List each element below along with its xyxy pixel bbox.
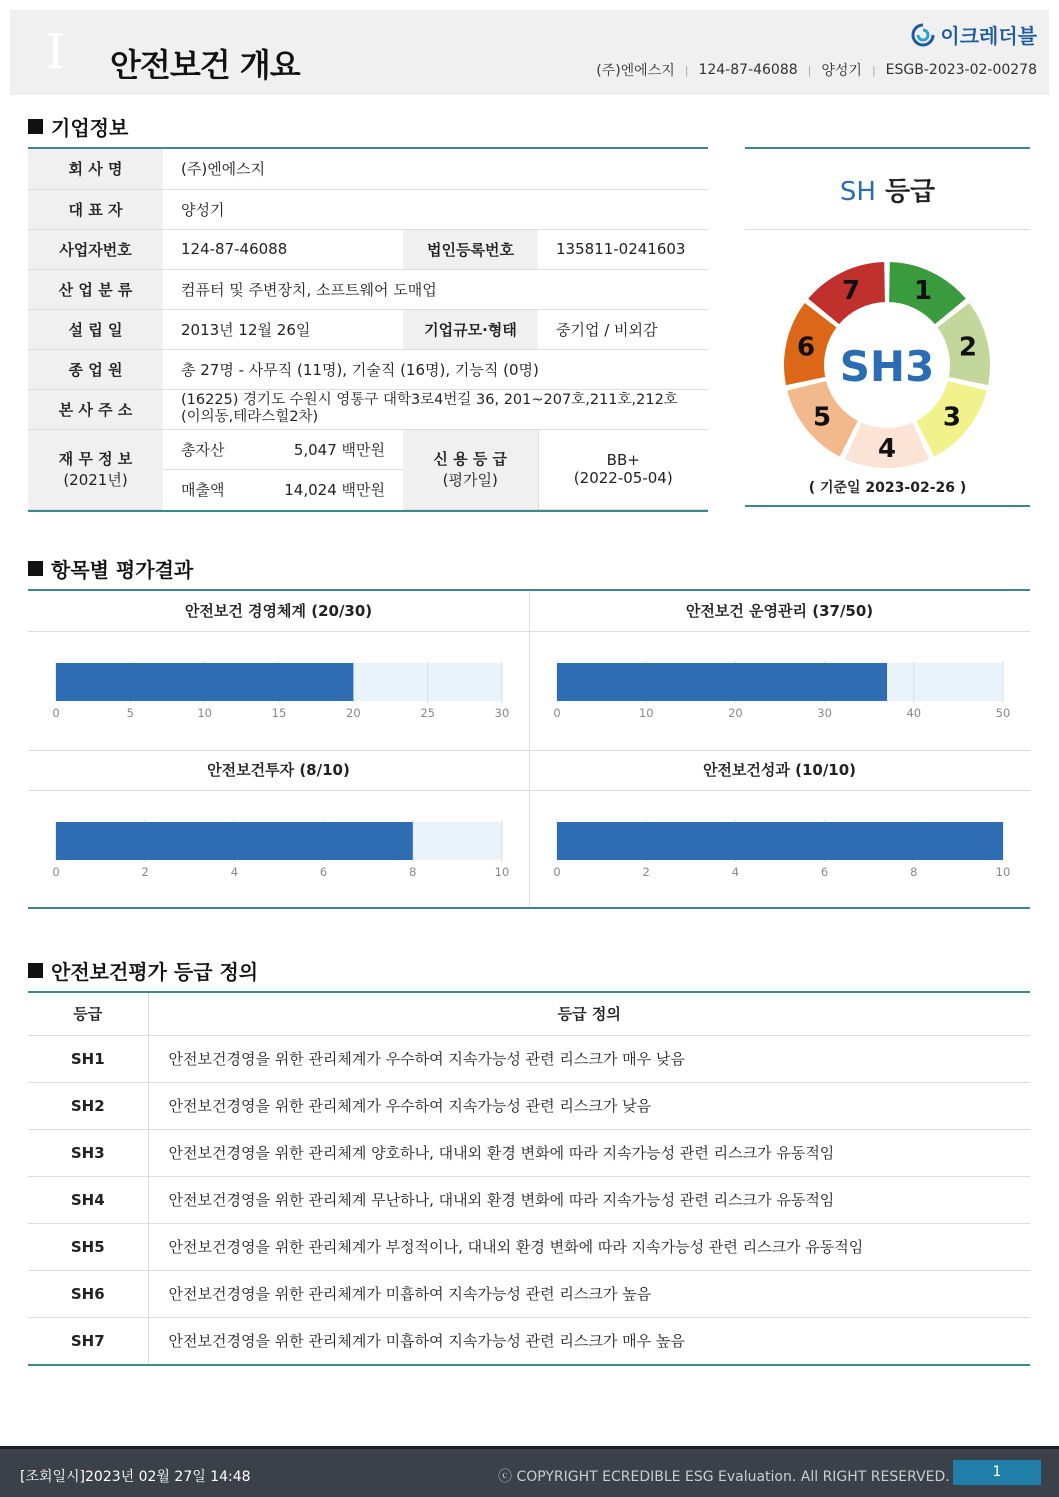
section-title-text: 항목별 평가결과: [51, 558, 194, 582]
label-assets: 총자산: [181, 440, 225, 459]
section-numeral: I: [46, 24, 65, 80]
bar-chart-investment: [28, 792, 529, 908]
tick-label: 10: [995, 865, 1011, 879]
credit-value-cell: [538, 429, 708, 509]
address-line-1: (16225) 경기도 수원시 영통구 대학3로4번길 36, 201~207호,211호,212호: [181, 392, 678, 408]
company-info-heading: [28, 112, 128, 141]
tick-label: 10: [494, 865, 510, 879]
label-finance: [28, 429, 163, 509]
grade-cell: SH3: [28, 1129, 148, 1176]
tick-label: 10: [638, 706, 654, 720]
sh-grade-ring: [781, 259, 993, 471]
value-sales: 14,024 백만원: [284, 480, 385, 499]
grade-cell: SH6: [28, 1270, 148, 1317]
grade-ring-label: 6: [797, 332, 816, 363]
grade-ring-label: 1: [913, 276, 933, 307]
tick-label: 8: [409, 865, 417, 879]
page-footer: [0, 1446, 1059, 1497]
query-time: [조회일시]2023년 02월 27일 14:48: [20, 1469, 251, 1485]
bar-value: [56, 822, 413, 860]
value-employees: 총 27명 - 사무직 (11명), 기술직 (16명), 기능직 (0명): [163, 349, 708, 389]
eval-results: [28, 589, 1030, 909]
chart-title: 안전보건 운영관리 (37/50): [529, 591, 1030, 632]
sh-grade-title-suffix: 등급: [884, 177, 936, 207]
table-row: [28, 1317, 1030, 1364]
tick-label: 2: [642, 865, 650, 879]
label-size: 기업규모·형태: [403, 309, 538, 349]
square-bullet-icon: [28, 963, 43, 978]
eval-panel-operation: [529, 591, 1030, 750]
tick-label: 2: [141, 865, 149, 879]
value-address: [163, 389, 708, 429]
value-ceo: 양성기: [163, 189, 708, 229]
sales-cell: [163, 469, 403, 509]
divider: [28, 750, 1030, 751]
value-company-name: (주)엔에스지: [163, 149, 708, 189]
tick-label: 25: [420, 706, 435, 720]
label-industry: 산 업 분 류: [28, 269, 163, 309]
sh-grade-title-prefix: SH: [839, 177, 876, 207]
tick-label: 50: [995, 706, 1011, 720]
label-biz-no: 사업자번호: [28, 229, 163, 269]
col-header-definition: 등급 정의: [148, 993, 1030, 1035]
logo-text: 이크레더블: [940, 24, 1037, 48]
definition-cell: 안전보건경영을 위한 관리체계가 우수하여 지속가능성 관련 리스크가 매우 낮음: [148, 1035, 1030, 1082]
definition-cell: 안전보건경영을 위한 관리체계 무난하나, 대내외 환경 변화에 따라 지속가능성 관련 리스크가 유동적임: [148, 1176, 1030, 1223]
bar-chart-management: [28, 633, 529, 749]
label-employees: 종 업 원: [28, 349, 163, 389]
grade-cell: SH5: [28, 1223, 148, 1270]
tick-label: 0: [553, 865, 561, 879]
tick-label: 0: [52, 865, 60, 879]
grade-cell: SH2: [28, 1082, 148, 1129]
grade-ring-label: 5: [813, 402, 832, 433]
bar-value: [557, 822, 1003, 860]
copyright: ⓒ COPYRIGHT ECREDIBLE ESG Evaluation. All RIGHT RESERVED.: [498, 1469, 950, 1485]
divider: [529, 591, 530, 907]
square-bullet-icon: [28, 119, 43, 134]
col-header-grade: 등급: [28, 993, 148, 1035]
definition-cell: 안전보건경영을 위한 관리체계 양호하나, 대내외 환경 변화에 따라 지속가능성 관련 리스크가 유동적임: [148, 1129, 1030, 1176]
tick-label: 0: [553, 706, 561, 720]
eval-heading: [28, 554, 193, 583]
label-ceo: 대 표 자: [28, 189, 163, 229]
definition-cell: 안전보건경영을 위한 관리체계가 부정적이나, 대내외 환경 변화에 따라 지속가능성 관련 리스크가 유동적임: [148, 1223, 1030, 1270]
meta-report-id: ESGB-2023-02-00278: [885, 62, 1037, 78]
sh-grade-title: [745, 171, 1030, 208]
tick-label: 4: [230, 865, 239, 879]
definition-cell: 안전보건경영을 위한 관리체계가 우수하여 지속가능성 관련 리스크가 낮음: [148, 1082, 1030, 1129]
bar-chart-operation: [529, 633, 1030, 749]
tick-label: 20: [728, 706, 743, 720]
table-row: [28, 1270, 1030, 1317]
tick-label: 20: [346, 706, 361, 720]
tick-label: 40: [906, 706, 922, 720]
definition-cell: 안전보건경영을 위한 관리체계가 미흡하여 지속가능성 관련 리스크가 매우 높음: [168, 1332, 685, 1351]
meta-ceo: 양성기: [821, 63, 862, 79]
value-credit-grade: BB+: [606, 451, 640, 469]
meta-separator: |: [807, 63, 812, 77]
value-credit-date: (2022-05-04): [573, 469, 673, 487]
label-credit: [403, 429, 538, 509]
value-size: 중기업 / 비외감: [538, 309, 708, 349]
current-grade: SH3: [839, 342, 935, 391]
value-corp-no: 135811-0241603: [538, 229, 708, 269]
tick-label: 30: [817, 706, 832, 720]
bar-value: [56, 663, 353, 701]
grade-cell: SH4: [28, 1176, 148, 1223]
tick-label: 15: [271, 706, 287, 720]
tick-label: 4: [731, 865, 740, 879]
square-bullet-icon: [28, 561, 43, 576]
grade-cell: SH7: [28, 1317, 148, 1364]
value-assets: 5,047 백만원: [293, 440, 385, 459]
tick-label: 0: [52, 706, 60, 720]
value-biz-no: 124-87-46088: [163, 229, 403, 269]
finance-year-text: (2021년): [63, 471, 128, 489]
tick-label: 5: [126, 706, 134, 720]
section-title-text: 안전보건평가 등급 정의: [51, 960, 259, 984]
label-founded: 설 립 일: [28, 309, 163, 349]
eval-panel-investment: [28, 750, 529, 909]
ecredible-logo-icon: [910, 22, 936, 48]
label-company-name: 회 사 명: [28, 149, 163, 189]
assets-cell: [163, 429, 403, 469]
meta-separator: |: [684, 63, 689, 77]
grade-cell: SH1: [28, 1035, 148, 1082]
eval-panel-management: [28, 591, 529, 750]
value-industry: 컴퓨터 및 주변장치, 소프트웨어 도매업: [163, 269, 708, 309]
table-row: [28, 1176, 1030, 1223]
credit-label-text: 신 용 등 급: [433, 450, 508, 468]
bar-chart-performance: [529, 792, 1030, 908]
page-title: 안전보건 개요: [110, 46, 300, 84]
chart-title: 안전보건성과 (10/10): [529, 750, 1030, 791]
table-row: [28, 1035, 1030, 1082]
meta-separator: |: [871, 63, 876, 77]
tick-label: 30: [494, 706, 510, 720]
tick-label: 6: [319, 865, 328, 879]
label-corp-no: 법인등록번호: [403, 229, 538, 269]
header-meta: [596, 60, 1037, 80]
table-row: [28, 1129, 1030, 1176]
label-sales: 매출액: [181, 480, 225, 499]
label-address: 본 사 주 소: [28, 389, 163, 429]
grade-definition-table: [28, 991, 1030, 1366]
tick-label: 10: [197, 706, 212, 720]
company-logo: [910, 20, 1037, 49]
section-title-text: 기업정보: [51, 116, 129, 140]
divider: [745, 229, 1030, 230]
grade-ring-label: 4: [877, 434, 897, 464]
address-line-2: (이의동,테라스힐2차): [181, 409, 319, 425]
defs-heading: [28, 956, 258, 985]
grade-ring-label: 2: [958, 332, 977, 363]
page-number: 1: [953, 1460, 1041, 1485]
sh-grade-panel: [745, 147, 1030, 507]
definition-cell: 안전보건경영을 위한 관리체계가 미흡하여 지속가능성 관련 리스크가 높음: [148, 1270, 1030, 1317]
company-info-table: [28, 147, 708, 512]
meta-biz-no: 124-87-46088: [698, 62, 798, 78]
finance-label-text: 재 무 정 보: [58, 450, 133, 468]
table-row: [28, 1223, 1030, 1270]
value-founded: 2013년 12월 26일: [163, 309, 403, 349]
grade-ring-label: 3: [942, 402, 961, 433]
page-header: [10, 10, 1049, 95]
bar-value: [557, 663, 887, 701]
sh-base-date: ( 기준일 2023-02-26 ): [808, 480, 967, 496]
chart-title: 안전보건투자 (8/10): [28, 750, 529, 791]
tick-label: 8: [910, 865, 918, 879]
chart-title: 안전보건 경영체계 (20/30): [28, 591, 529, 632]
eval-panel-performance: [529, 750, 1030, 909]
grade-ring-label: 7: [841, 276, 861, 307]
credit-sub-text: (평가일): [442, 471, 498, 489]
tick-label: 6: [820, 865, 829, 879]
meta-company: (주)엔에스지: [596, 63, 675, 79]
table-row: [28, 1082, 1030, 1129]
